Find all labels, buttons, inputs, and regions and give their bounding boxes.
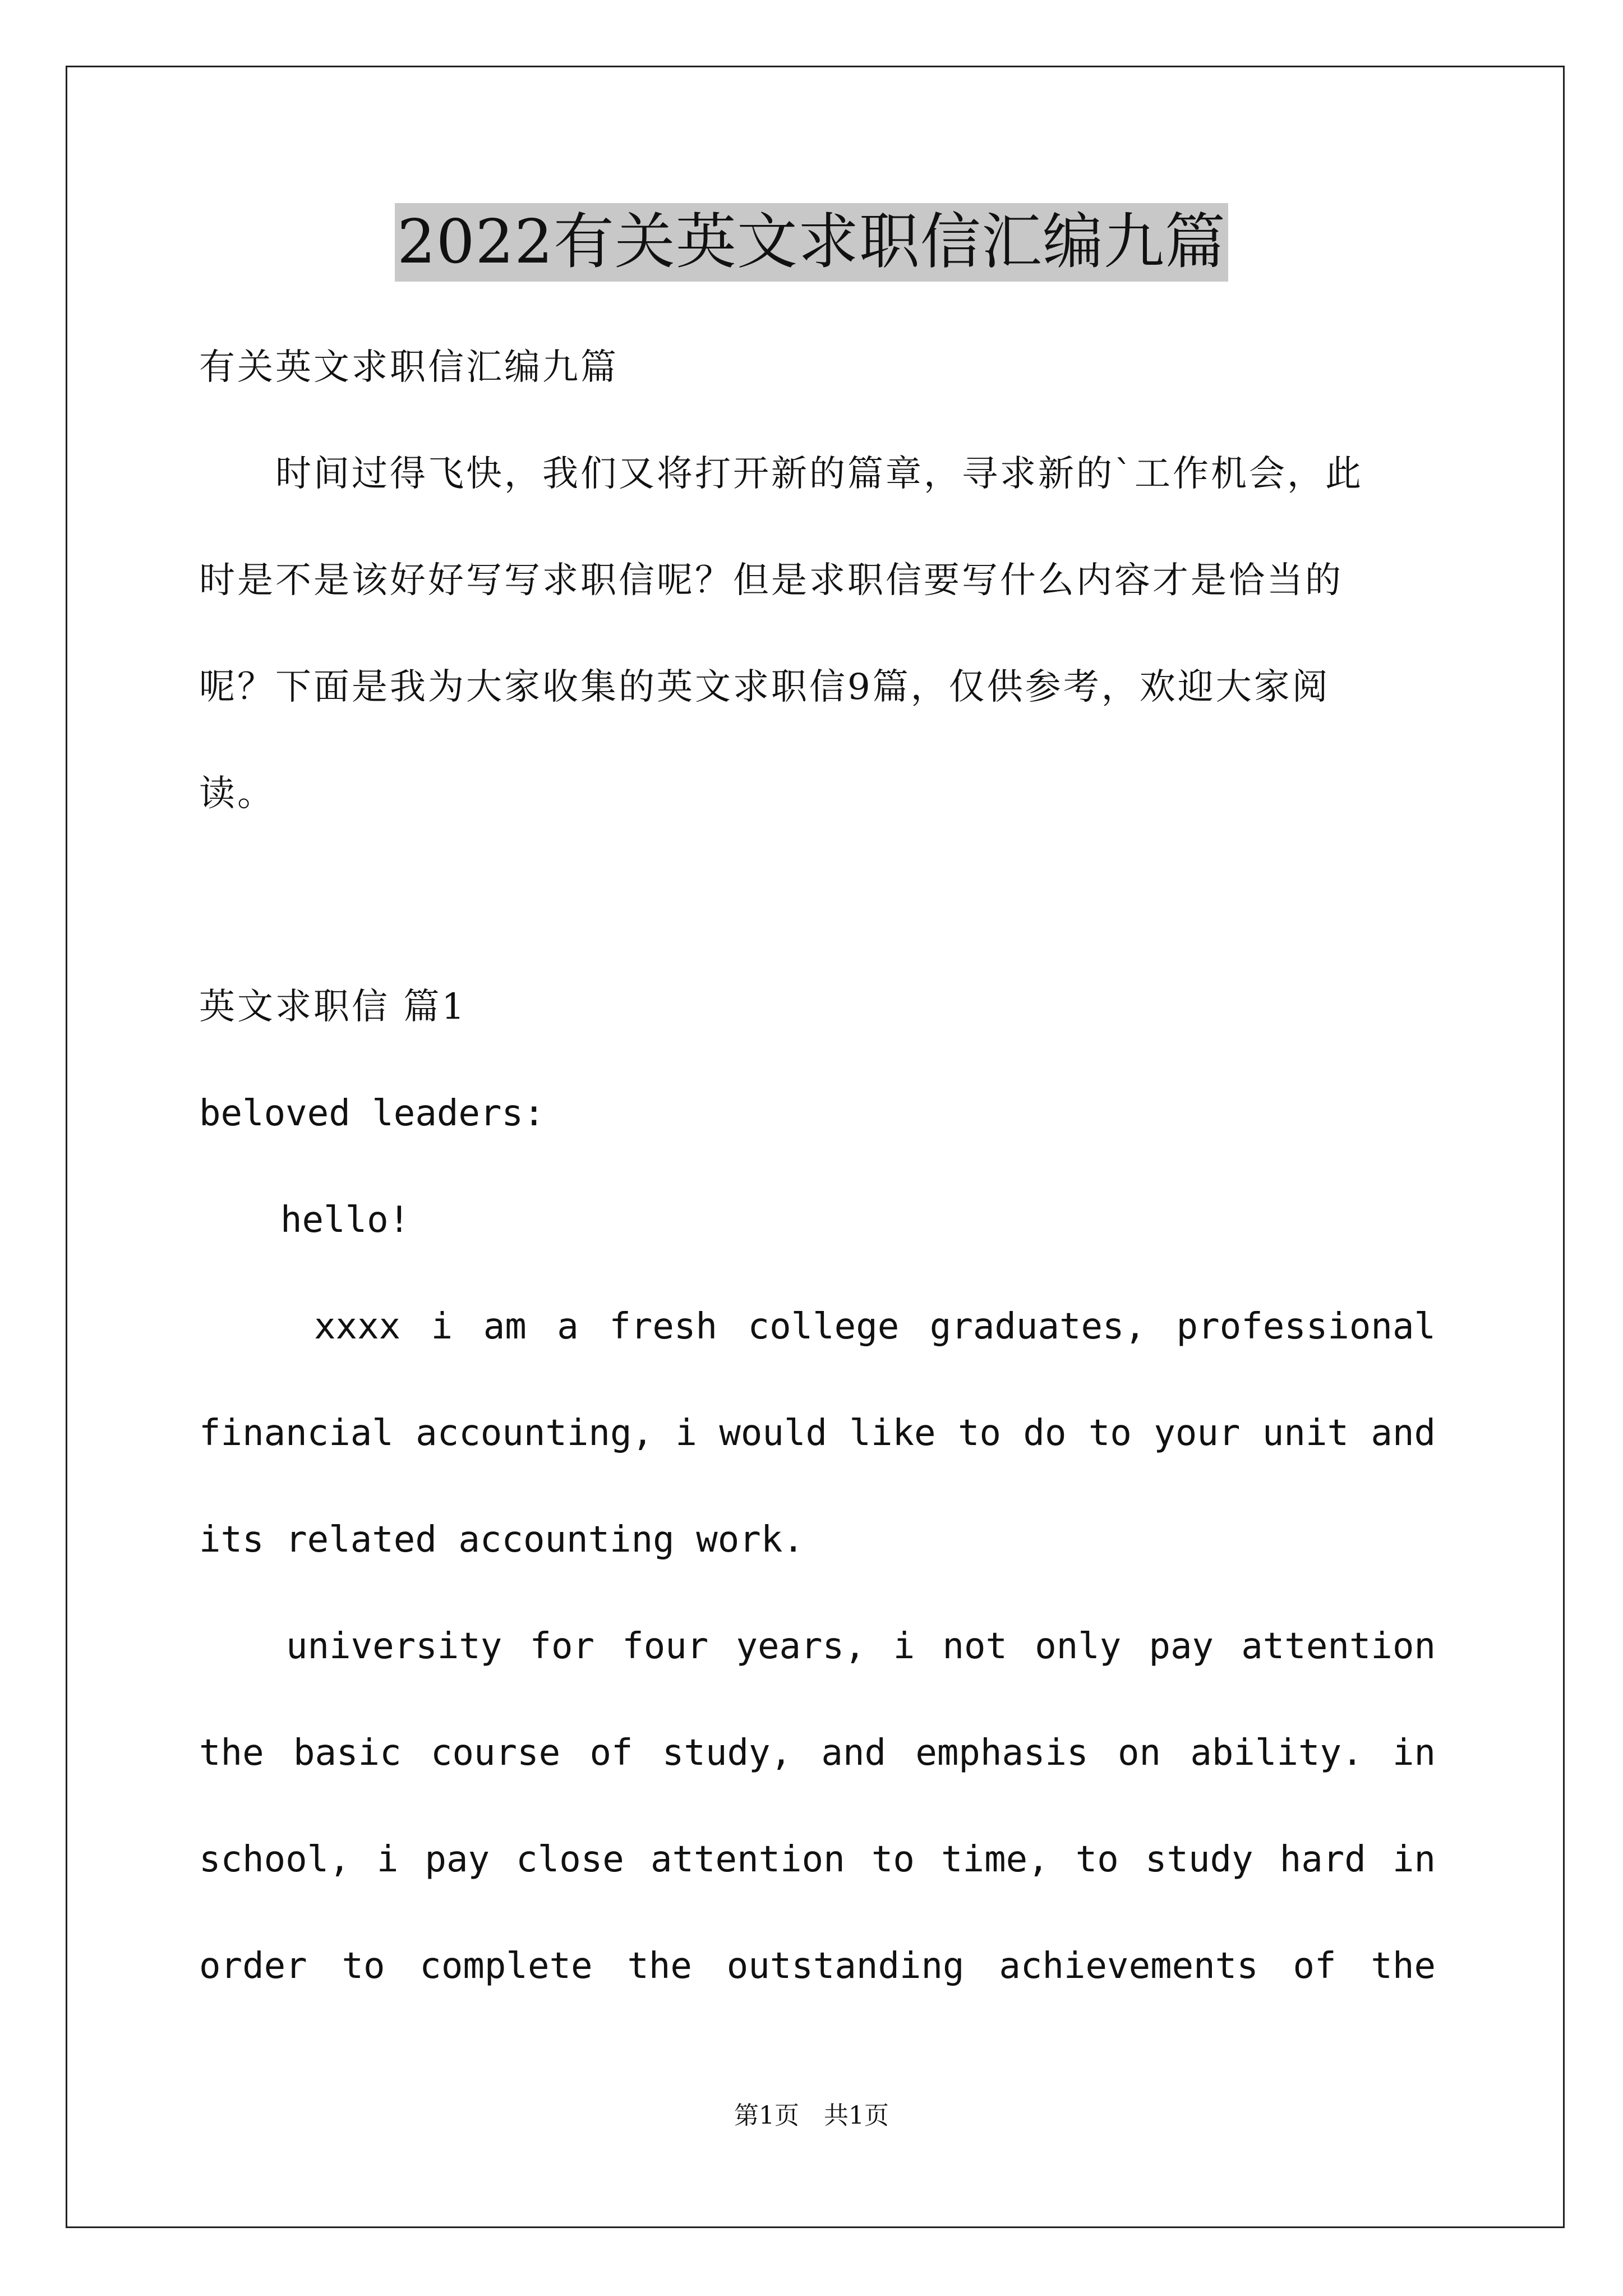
paragraph-line: the basic course of study, and emphasis on ability. in <box>199 1732 1436 1774</box>
paragraph-line: its related accounting work. <box>199 1519 804 1561</box>
document-body <box>199 314 1436 2019</box>
blank-line <box>199 847 1436 954</box>
intro-line: 呢？下面是我为大家收集的英文求职信9篇，仅供参考，欢迎大家阅 <box>199 666 1330 708</box>
paragraph-line: financial accounting, i would like to do to your unit and <box>199 1412 1436 1454</box>
intro-line: 读。 <box>199 773 275 815</box>
section-heading: 英文求职信 篇1 <box>199 986 467 1028</box>
paragraph-line: school, i pay close attention to time, to study hard in <box>199 1839 1436 1880</box>
page-footer: 第1页 共1页 <box>734 2101 889 2130</box>
salutation-line: beloved leaders: <box>199 1093 545 1134</box>
paragraph-line: order to complete the outstanding achievements of the <box>199 1945 1436 1987</box>
document-title: 2022有关英文求职信汇编九篇 <box>395 203 1228 282</box>
intro-line: 时间过得飞快，我们又将打开新的篇章，寻求新的`工作机会，此 <box>199 453 1363 495</box>
paragraph-line: university for four years, i not only pay attention <box>286 1626 1436 1667</box>
intro-line: 时是不是该好好写写求职信呢？但是求职信要写什么内容才是恰当的 <box>199 560 1343 601</box>
greeting-line: hello! <box>280 1199 411 1241</box>
paragraph-line: xxxx i am a fresh college graduates, professional <box>314 1306 1436 1347</box>
subtitle-line: 有关英文求职信汇编九篇 <box>199 347 619 388</box>
title-container <box>0 203 1623 282</box>
